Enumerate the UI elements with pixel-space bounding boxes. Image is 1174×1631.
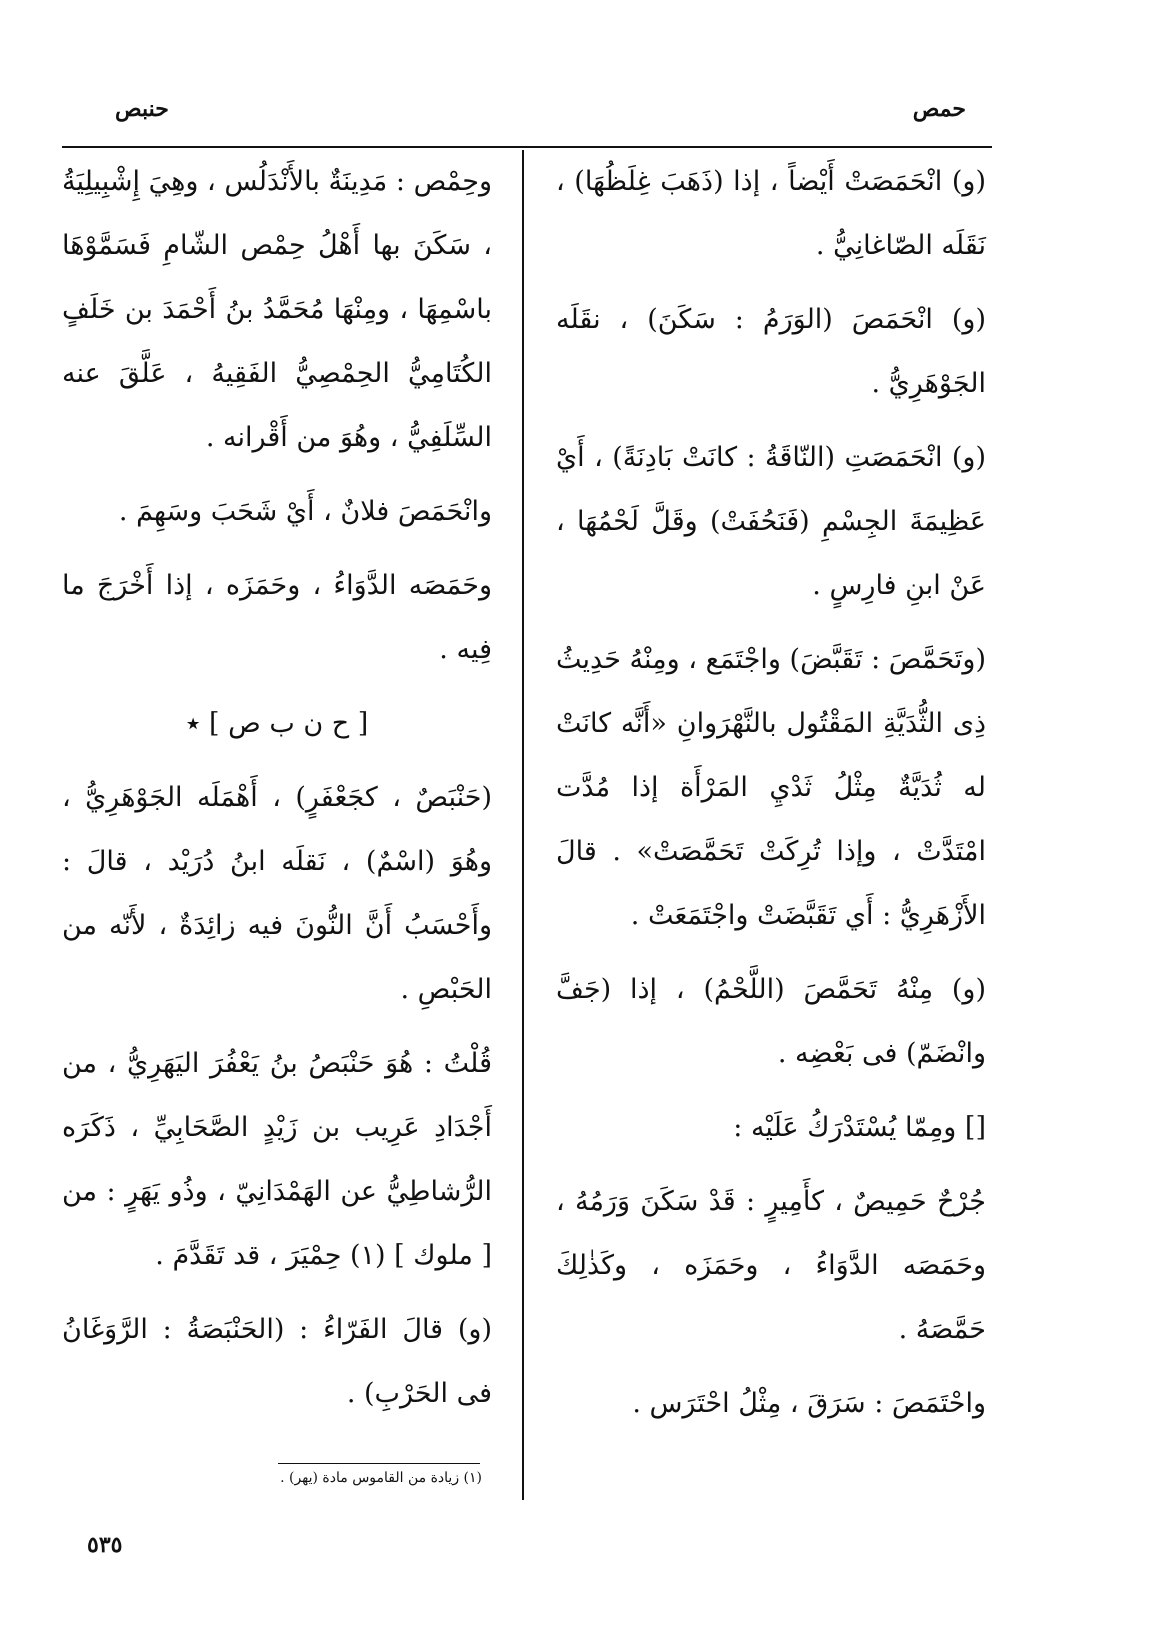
entry-paragraph: وانْحَمَصَ فلانٌ ، أَيْ شَحَبَ وسَهِمَ . [118, 496, 492, 527]
entry-paragraph: قُلْتُ : هُوَ حَنْبَصُ بنُ يَعْفُرَ اليَهَرِيُّ ، من أَجْدَادِ عَرِيب بن زَيْدٍ الصَّحَابِيِّ ، ذَكَرَه الرُّشاطِيُّ عن الهَمْدَانِيّ ، وذُو يَهَرٍ : من [ ملوك ] (١) حِمْيَرَ ، قد تَقَدَّمَ . [62, 1048, 492, 1271]
column-divider [522, 150, 524, 1500]
entry-paragraph: (حَنْبَصٌ ، كجَعْفَرٍ) ، أَهْمَلَه الجَوْهَرِيُّ ، وهُوَ (اسْمٌ) ، نَقلَه ابنُ دُرَيْد ، قالَ : وأَحْسَبُ أَنَّ النُّونَ فيه زائِدَةٌ ، لأَنّه من الحَبْصِ . [62, 782, 492, 1005]
entry-paragraph: (و) انْحَمَصَتْ أَيْضاً ، إذا (ذَهَبَ غِلَظُهَا) ، نَقَلَه الصّاغانِيُّ . [556, 166, 986, 261]
header-rule [62, 146, 992, 148]
entry-paragraph: (و) انْحَمَصَتِ (النّاقَةُ : كانَتْ بَادِنَةً) ، أَيْ عَظِيمَةَ الجِسْمِ (فَنَحُفَتْ) وقَلَّ لَحْمُهَا ، عَنْ ابنِ فارِسٍ . [556, 442, 986, 601]
entry-paragraph: وحِمْص : مَدِينَةٌ بالأَنْدَلُس ، وهِيَ إِشْبِيلِيَةُ ، سَكَنَ بها أَهْلُ حِمْص الشّامِ فَسَمَّوْهَا باسْمِهَا ، ومِنْهَا مُحَمَّدُ بنُ أَحْمَدَ بن خَلَفٍ الكُتَامِيُّ الحِمْصِيُّ الفَقِيهُ ، عَلَّقَ عنه السِّلَفِيُّ ، وهُوَ من أَقْرانه . [62, 166, 492, 453]
entry-paragraph: واحْتَمَصَ : سَرَقَ ، مِثْلُ احْتَرَس . [632, 1388, 986, 1419]
right-column [556, 150, 986, 1446]
entry-paragraph: (وتَحَمَّصَ : تَقَبَّضَ) واجْتَمَع ، ومِنْهُ حَدِيثُ ذِى الثُّدَيَّةِ المَقْتُول بالنَّهْرَوانِ «أَنَّه كانَتْ له ثُدَيَّةٌ مِثْلُ ثَدْيِ المَرْأَة إذا مُدَّت امْتَدَّتْ ، وإذا تُرِكَتْ تَحَمَّصَتْ» . قالَ الأَزْهَرِيُّ : أَي تَقَبَّضَتْ واجْتَمَعَتْ . [556, 644, 986, 931]
entry-paragraph: جُرْحٌ حَمِيصٌ ، كأَمِيرٍ : قَدْ سَكَنَ وَرَمُهُ ، وحَمَصَه الدَّوَاءُ ، وحَمَزَه ، وكَذٰلِكَ حَمَّصَهُ . [556, 1186, 986, 1345]
root-heading: [ ح ن ب ص ] ٭ [185, 708, 369, 739]
entry-paragraph: (و) انْحَمَصَ (الوَرَمُ : سَكَنَ) ، نقَلَه الجَوْهَرِيُّ . [556, 304, 986, 399]
entry-paragraph: (و) مِنْهُ تَحَمَّصَ (اللَّحْمُ) ، إذا (جَفَّ وانْضَمّ) فى بَعْضِه . [556, 974, 986, 1069]
header-left-word: حنبص [115, 96, 169, 122]
page-number: ٥٣٥ [87, 1532, 123, 1558]
footnote: (١) زيادة من القاموس مادة (يهر) . [280, 1470, 482, 1486]
footnote-rule [278, 1463, 480, 1464]
left-column [62, 150, 492, 1436]
supplement-heading: [] ومِمّا يُسْتَدْرَكُ عَلَيْه : [733, 1112, 986, 1143]
entry-paragraph: (و) قالَ الفَرّاءُ : (الحَنْبَصَةُ : الرَّوَغَانُ فى الحَرْبِ) . [62, 1314, 492, 1409]
entry-paragraph: وحَمَصَه الدَّوَاءُ ، وحَمَزَه ، إذا أَخْرَجَ ما فِيه . [62, 570, 492, 665]
header-right-word: حمص [912, 96, 966, 122]
